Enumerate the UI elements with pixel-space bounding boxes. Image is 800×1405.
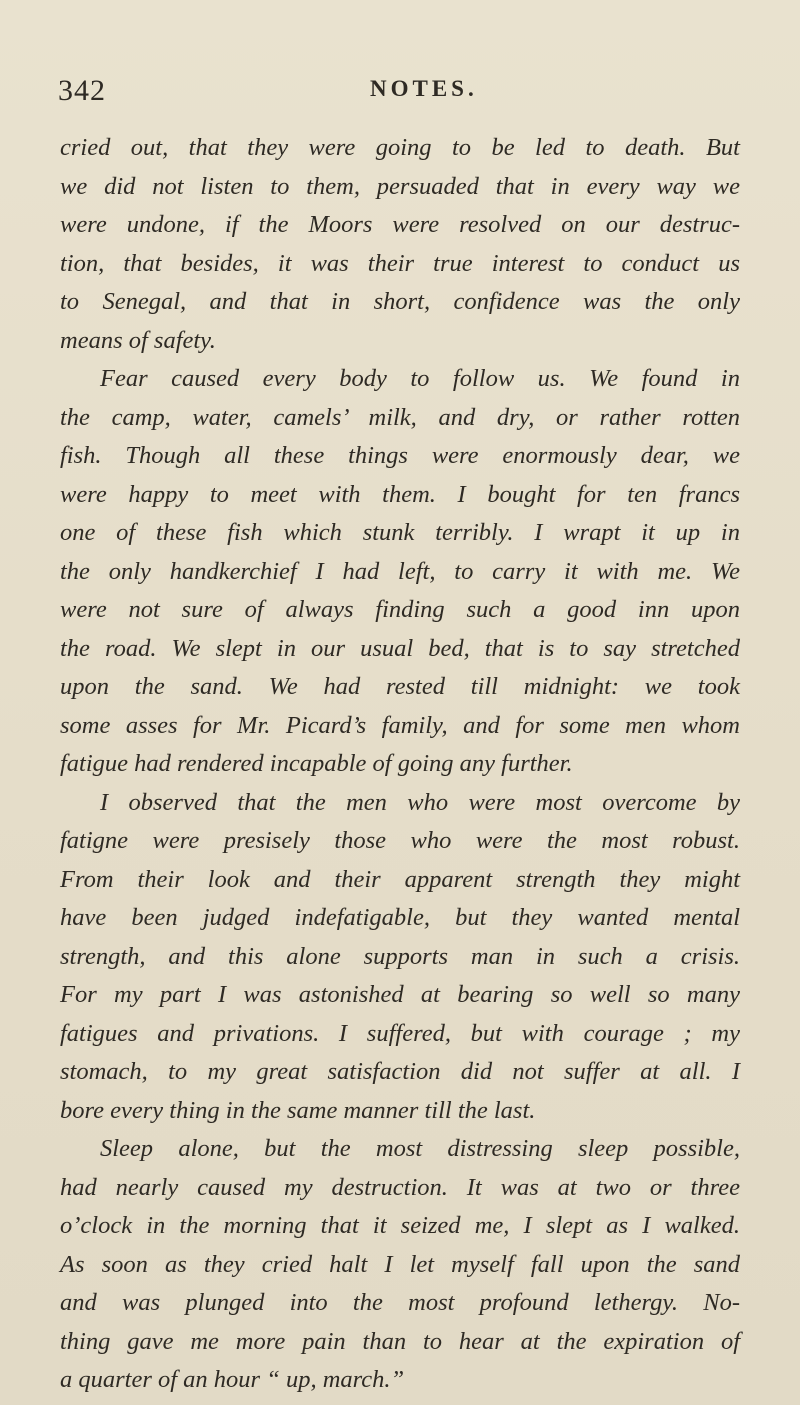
text-line: the only handkerchief I had left, to carry it with me. We [60, 557, 740, 585]
text-line: to Senegal, and that in short, confidence was the only [60, 288, 740, 315]
text-line: some asses for Mr. Picard’s family, and for some men whom [60, 711, 740, 739]
text-line: Sleep alone, but the most distressing sleep possible, [100, 1135, 740, 1162]
section-title: NOTES. [370, 76, 478, 101]
text-line: Fear caused every body to follow us. We found in [100, 365, 740, 392]
text-line: bore every thing in the same manner till the last. [60, 1096, 536, 1124]
text-line: fatigues and privations. I suffered, but with courage ; my [60, 1019, 740, 1047]
text-line: upon the sand. We had rested till midnight: we took [60, 673, 740, 700]
text-line: have been judged indefatigable, but they wanted mental [60, 904, 740, 931]
text-line: one of these fish which stunk terribly. I wrapt it up in [60, 519, 740, 546]
text-line: As soon as they cried halt I let myself fall upon the sand [60, 1250, 740, 1278]
text-line: and was plunged into the most profound lethergy. No- [60, 1289, 740, 1316]
text-line: were happy to meet with them. I bought for ten francs [60, 480, 740, 508]
text-line: stomach, to my great satisfaction did not suffer at all. I [60, 1058, 740, 1085]
page-number: 342 [58, 74, 106, 107]
running-head [58, 74, 758, 110]
text-line: had nearly caused my destruction. It was at two or three [60, 1173, 740, 1201]
text-line: were undone, if the Moors were resolved on our destruc- [60, 211, 740, 238]
text-line: we did not listen to them, persuaded that in every way we [60, 172, 740, 200]
text-line: the road. We slept in our usual bed, that is to say stretched [60, 634, 740, 662]
text-line: the camp, water, camels’ milk, and dry, or rather rotten [60, 403, 740, 431]
text-line: From their look and their apparent strength they might [60, 865, 740, 893]
text-line: means of safety. [60, 326, 216, 354]
text-line: For my part I was astonished at bearing so well so many [60, 981, 740, 1008]
text-line: I observed that the men who were most overcome by [100, 788, 740, 816]
text-line: fatigue had rendered incapable of going any further. [60, 750, 573, 777]
text-line: o’clock in the morning that it seized me, I slept as I walked. [60, 1212, 740, 1239]
text-line: tion, that besides, it was their true interest to conduct us [60, 249, 740, 277]
text-line: cried out, that they were going to be led to death. But [60, 134, 740, 161]
text-line: fatigne were presisely those who were the most robust. [60, 827, 740, 854]
text-line: were not sure of always finding such a good inn upon [60, 596, 740, 623]
body-text [60, 129, 740, 1400]
text-line: strength, and this alone supports man in such a crisis. [60, 942, 740, 970]
text-line: a quarter of an hour “ up, march.” [60, 1366, 405, 1393]
text-line: thing gave me more pain than to hear at the expiration of [60, 1327, 740, 1355]
text-line: fish. Though all these things were enormously dear, we [60, 442, 740, 469]
